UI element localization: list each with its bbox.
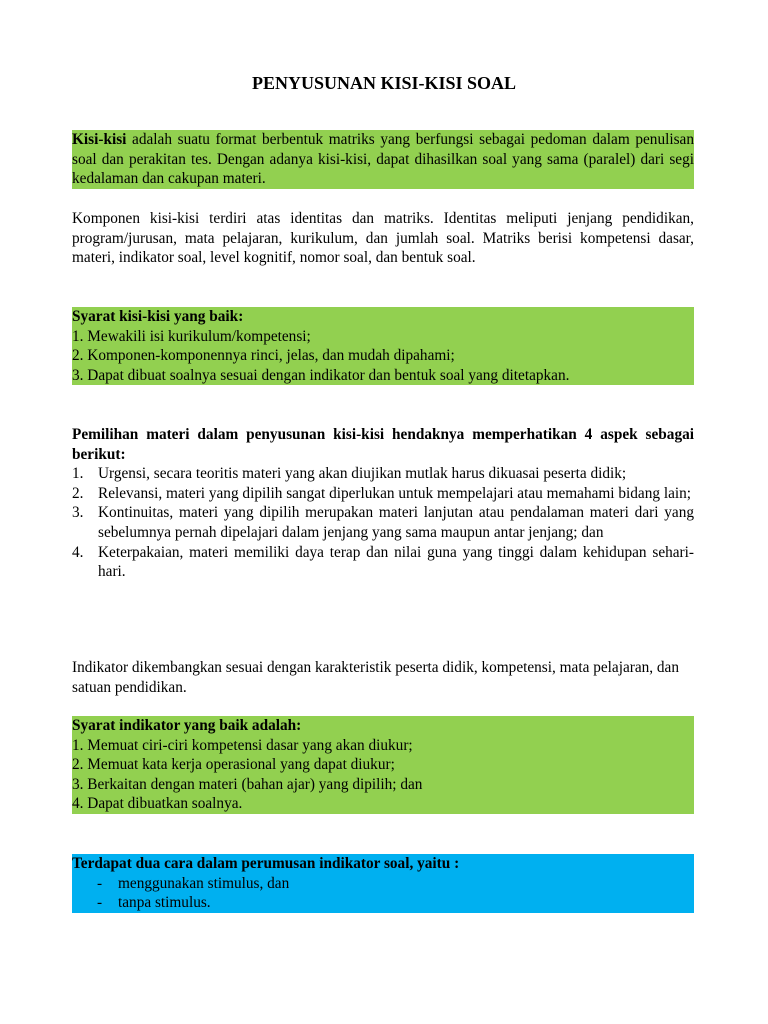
list-text: Relevansi, materi yang dipilih sangat diperlukan untuk mempelajari atau memahami bidang lain; — [98, 484, 692, 502]
list-item — [72, 874, 694, 894]
cara-heading: Terdapat dua cara dalam perumusan indikator soal, yaitu : — [72, 855, 460, 872]
list-item: 3. Dapat dibuat soalnya sesuai dengan indikator dan bentuk soal yang ditetapkan. — [72, 366, 570, 384]
list-text: tanpa stimulus. — [118, 894, 211, 912]
dash-bullet: - — [97, 874, 103, 892]
list-item: 2. Komponen-komponennya rinci, jelas, dan mudah dipahami; — [72, 347, 455, 365]
list-item — [72, 893, 694, 913]
syarat-indikator-heading: Syarat indikator yang baik adalah: — [72, 717, 302, 734]
page-title: PENYUSUNAN KISI-KISI SOAL — [251, 73, 517, 93]
list-text: Keterpakaian, materi memiliki daya terap dan nilai guna yang tinggi dalam kehidupan sehari-hari. — [98, 543, 694, 581]
list-number: 2. — [72, 484, 84, 502]
list-text: menggunakan stimulus, dan — [118, 874, 290, 892]
intro-text: adalah suatu format berbentuk matriks yang berfungsi sebagai pedoman dalam penulisan soal dan perakitan tes. Dengan adanya kisi-kisi, dapat dihasilkan soal yang sama (paralel) dari segi kedalaman dan cakupan materi. — [72, 131, 694, 188]
pemilihan-section — [72, 425, 694, 582]
list-item: 3. Berkaitan dengan materi (bahan ajar) yang dipilih; dan — [72, 775, 423, 793]
list-text: Urgensi, secara teoritis materi yang akan diujikan mutlak harus dikuasai peserta didik; — [98, 465, 627, 483]
dash-bullet: - — [97, 894, 103, 912]
list-item: 4. Dapat dibuatkan soalnya. — [72, 795, 243, 813]
list-text: Kontinuitas, materi yang dipilih merupakan materi lanjutan atau pendalaman materi dari yang sebelumnya pernah dipelajari dalam jenjang yang sama maupun antar jenjang; dan — [98, 504, 694, 541]
intro-paragraph — [72, 130, 694, 189]
syarat-indikator-box — [72, 716, 694, 814]
syarat-kisi-heading: Syarat kisi-kisi yang baik: — [72, 308, 244, 325]
list-item: 1. Mewakili isi kurikulum/kompetensi; — [72, 327, 311, 345]
indikator-paragraph: Indikator dikembangkan sesuai dengan karakteristik peserta didik, kompetensi, mata pelajaran, dan satuan pendidikan. — [72, 659, 679, 696]
syarat-kisi-box — [72, 307, 694, 385]
komponen-paragraph: Komponen kisi-kisi terdiri atas identitas dan matriks. Identitas meliputi jenjang pendidikan, program/jurusan, mata pelajaran, kurikulum, dan jumlah soal. Matriks berisi kompetensi dasar, materi, indikator soal, level kognitif, nomor soal, dan bentuk soal. — [72, 210, 694, 267]
list-item: 2. Memuat kata kerja operasional yang dapat diukur; — [72, 756, 395, 774]
list-number: 4. — [72, 543, 84, 561]
list-item — [72, 484, 694, 504]
list-item: 1. Memuat ciri-ciri kompetensi dasar yang akan diukur; — [72, 736, 413, 754]
list-item — [72, 503, 694, 542]
list-number: 3. — [72, 504, 84, 522]
pemilihan-heading: Pemilihan materi dalam penyusunan kisi-kisi hendaknya memperhatikan 4 aspek sebagai berikut: — [72, 426, 694, 463]
list-item — [72, 543, 694, 582]
list-item — [72, 464, 694, 484]
intro-term: Kisi-kisi — [72, 131, 127, 148]
list-number: 1. — [72, 465, 84, 483]
cara-box — [72, 854, 694, 913]
